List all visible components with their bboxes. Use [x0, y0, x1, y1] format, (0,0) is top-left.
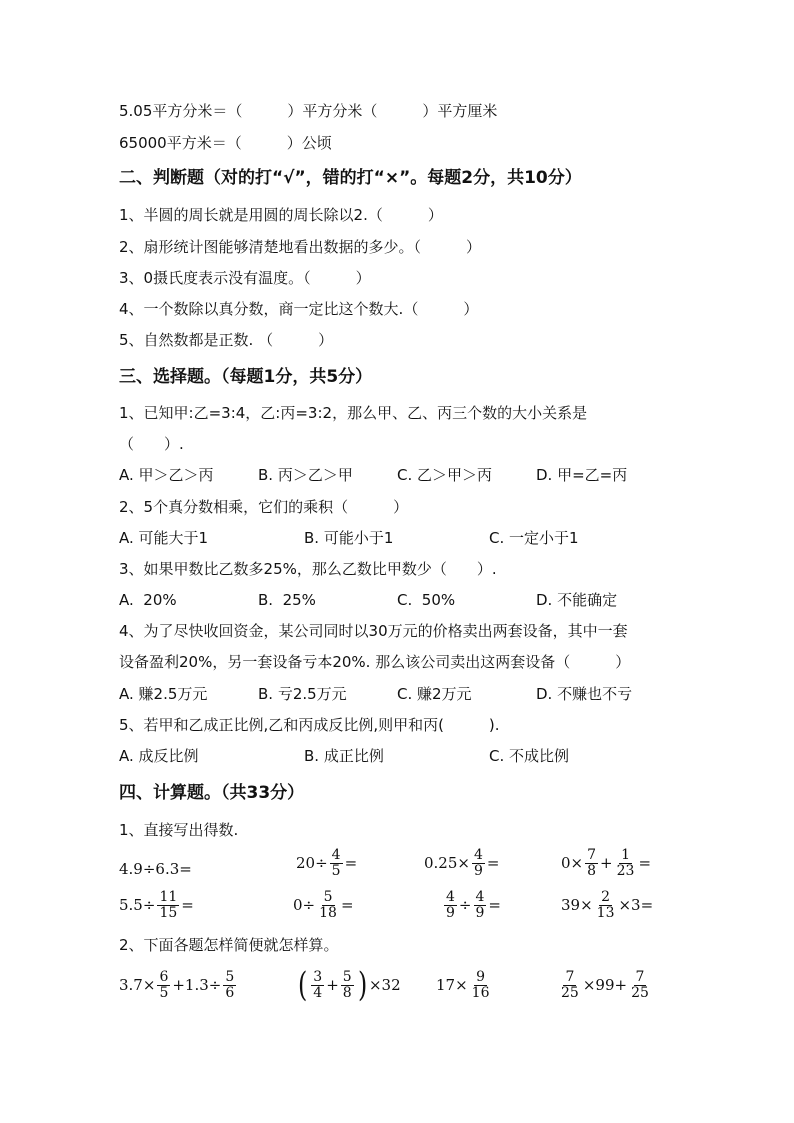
- fraction: $\frac{4}{5}$: [331, 847, 341, 879]
- choice-q1-option-b: B. 丙＞乙＞甲: [258, 466, 353, 484]
- judge-item-3: 3、0摄氏度表示没有温度。（ ）: [119, 269, 371, 287]
- fill-line-hectare: 65000平方米＝（ ）公顷: [119, 134, 332, 152]
- choice-q2-option-b: B. 可能小于1: [304, 529, 394, 547]
- fraction: $\frac{5}{8}$: [342, 968, 352, 1001]
- choice-q1-option-d: D. 甲=乙=丙: [536, 466, 628, 484]
- fraction: $\frac{7}{8}$: [587, 847, 597, 879]
- calc-sub-title-1: 1、直接写出得数.: [119, 821, 239, 839]
- calc-simplify-1: 3.7× $\frac{6}{5}$ +1.3÷ $\frac{5}{6}$: [119, 969, 235, 1001]
- calc-simplify-4: $\frac{7}{25}$ ×99+ $\frac{7}{25}$: [561, 969, 649, 1001]
- fraction: $\frac{4}{9}$: [475, 889, 485, 921]
- calc-expr-7: $\frac{4}{9}$ ÷ $\frac{4}{9}$ =: [446, 889, 501, 921]
- choice-q4-text: 4、为了尽快收回资金，某公司同时以30万元的价格卖出两套设备，其中一套: [119, 622, 628, 640]
- fraction: $\frac{4}{9}$: [473, 847, 483, 879]
- fraction: $\frac{2}{13}$: [596, 889, 615, 921]
- calc-simplify-3: 17× $\frac{9}{16}$: [436, 969, 490, 1001]
- choice-q3-option-b: B. 25%: [258, 591, 316, 609]
- choice-q5-text: 5、若甲和乙成正比例,乙和丙成反比例,则甲和丙( ).: [119, 716, 500, 734]
- fraction: $\frac{7}{25}$: [561, 969, 579, 1001]
- choice-q5-option-c: C. 不成比例: [489, 747, 570, 765]
- choice-q2-option-c: C. 一定小于1: [489, 529, 579, 547]
- choice-q2-text: 2、5个真分数相乘，它们的乘积（ ）: [119, 498, 409, 516]
- fraction: $\frac{4}{9}$: [446, 889, 455, 921]
- choice-q3-option-c: C. 50%: [397, 591, 456, 609]
- fill-line-area-units: 5.05平方分米＝（ ）平方分米（ ）平方厘米: [119, 102, 498, 120]
- choice-q1-text-cont: （ ）.: [119, 435, 184, 453]
- choice-q3-text: 3、如果甲数比乙数多25%，那么乙数比甲数少（ ）.: [119, 560, 497, 578]
- calc-expr-6: 0÷ $\frac{5}{18}$ =: [293, 889, 354, 921]
- fraction: $\frac{7}{25}$: [631, 969, 649, 1001]
- fraction: $\frac{9}{16}$: [471, 969, 490, 1001]
- choice-q2-option-a: A. 可能大于1: [119, 529, 209, 547]
- choice-q4-option-c: C. 赚2万元: [397, 685, 472, 703]
- calc-expr-4: 0× $\frac{7}{8}$ + $\frac{1}{23}$ =: [561, 847, 652, 879]
- judge-item-2: 2、扇形统计图能够清楚地看出数据的多少。（ ）: [119, 238, 482, 256]
- fraction: $\frac{5}{6}$: [225, 969, 235, 1001]
- choice-q3-option-d: D. 不能确定: [536, 591, 618, 609]
- calc-expr-5: 5.5÷ $\frac{11}{15}$ =: [119, 889, 194, 921]
- calc-expr-8: 39× $\frac{2}{13}$ ×3=: [561, 889, 654, 921]
- judge-item-1: 1、半圆的周长就是用圆的周长除以2.（ ）: [119, 206, 443, 224]
- calc-expr-1: 4.9÷6.3=: [119, 860, 192, 878]
- choice-q1-option-c: C. 乙＞甲＞丙: [397, 466, 493, 484]
- fraction: $\frac{6}{5}$: [159, 969, 169, 1001]
- calc-simplify-2: ( $\frac{3}{4}$ + $\frac{5}{8}$ ) ×32: [297, 965, 401, 1005]
- section-title-judge: 二、判断题（对的打“√”，错的打“×”。每题2分，共10分）: [119, 168, 582, 188]
- choice-q4-option-a: A. 赚2.5万元: [119, 685, 208, 703]
- fraction: $\frac{5}{18}$: [319, 889, 337, 921]
- judge-item-4: 4、一个数除以真分数，商一定比这个数大.（ ）: [119, 300, 479, 318]
- calc-sub-title-2: 2、下面各题怎样简便就怎样算。: [119, 936, 339, 954]
- fraction: $\frac{1}{23}$: [616, 847, 635, 879]
- fraction: $\frac{11}{15}$: [159, 889, 178, 921]
- calc-expr-2: 20÷ $\frac{4}{5}$ =: [296, 847, 358, 879]
- choice-q1-option-a: A. 甲＞乙＞丙: [119, 466, 214, 484]
- choice-q5-option-b: B. 成正比例: [304, 747, 384, 765]
- choice-q1-text: 1、已知甲:乙=3:4，乙:丙=3:2，那么甲、乙、丙三个数的大小关系是: [119, 404, 588, 422]
- choice-q4-text-cont: 设备盈利20%，另一套设备亏本20%. 那么该公司卖出这两套设备（ ）: [119, 653, 631, 671]
- choice-q4-option-d: D. 不赚也不亏: [536, 685, 633, 703]
- fraction: $\frac{3}{4}$: [313, 968, 323, 1001]
- choice-q5-option-a: A. 成反比例: [119, 747, 199, 765]
- judge-item-5: 5、自然数都是正数. （ ）: [119, 331, 334, 349]
- section-title-calc: 四、计算题。（共33分）: [119, 783, 305, 803]
- section-title-choice: 三、选择题。（每题1分，共5分）: [119, 367, 373, 387]
- calc-expr-3: 0.25× $\frac{4}{9}$ =: [424, 847, 500, 879]
- choice-q3-option-a: A. 20%: [119, 591, 177, 609]
- choice-q4-option-b: B. 亏2.5万元: [258, 685, 347, 703]
